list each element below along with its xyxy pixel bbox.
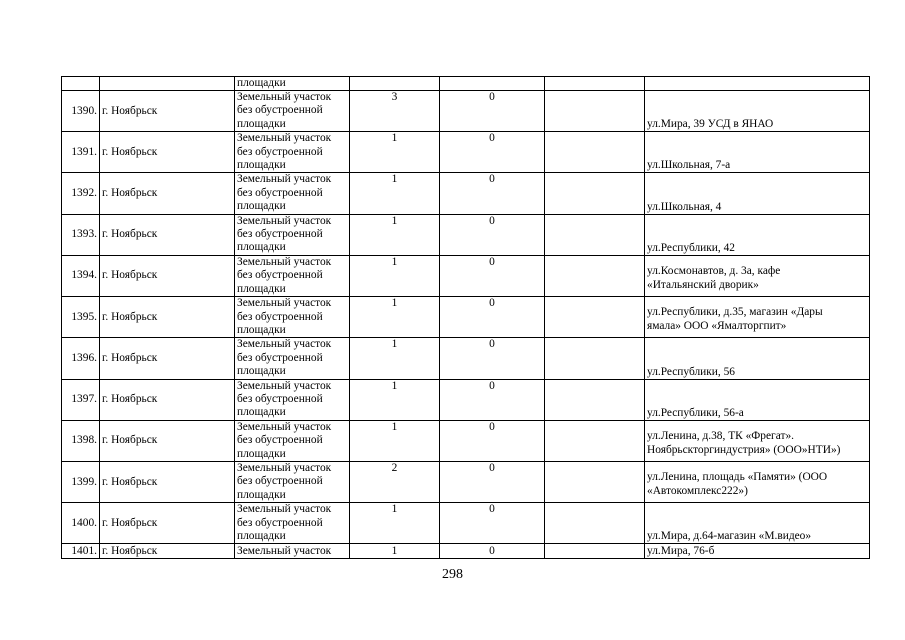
cell-type-line: Земельный участок [237, 214, 332, 227]
cell-type [235, 214, 350, 255]
cell-blank [545, 544, 645, 559]
cell-count: 2 [350, 461, 440, 502]
cell-count: 1 [350, 544, 440, 559]
cell-type-line: без обустроенной [237, 228, 323, 241]
cell-type-line: без обустроенной [237, 434, 323, 447]
cell-type-line: площадки [237, 200, 286, 213]
table-row-partial [62, 544, 870, 559]
cell-city: г. Ноябрьск [100, 461, 235, 502]
cell-address-line: ул.Мира, д.64-магазин «М.видео» [647, 530, 812, 543]
cell-type [235, 132, 350, 173]
cell-city: г. Ноябрьск [100, 503, 235, 544]
cell-count: 1 [350, 503, 440, 544]
cell-type [235, 379, 350, 420]
table-row [62, 132, 870, 173]
cell-num: 1401. [62, 544, 100, 559]
cell-zero: 0 [440, 503, 545, 544]
table-row [62, 461, 870, 502]
page-number: 298 [442, 567, 463, 582]
cell-num: 1397. [62, 379, 100, 420]
cell-address [645, 297, 870, 338]
cell-address [645, 214, 870, 255]
cell-city: г. Ноябрьск [100, 214, 235, 255]
cell-type-line: без обустроенной [237, 351, 323, 364]
cell-address-line: ул.Школьная, 7-а [647, 159, 731, 172]
cell-city: г. Ноябрьск [100, 420, 235, 461]
cell-count: 1 [350, 379, 440, 420]
cell-type: Земельный участок [235, 544, 350, 559]
cell-address [645, 77, 870, 91]
cell-num [62, 77, 100, 91]
cell-num: 1390. [62, 91, 100, 132]
cell-address-line: ул.Республики, 42 [647, 241, 735, 254]
cell-type-line: площадки [237, 282, 286, 295]
cell-address [645, 338, 870, 379]
cell-zero: 0 [440, 91, 545, 132]
cell-type-line: без обустроенной [237, 310, 323, 323]
cell-num: 1395. [62, 297, 100, 338]
cell-type-line: Земельный участок [237, 420, 332, 433]
cell-zero: 0 [440, 214, 545, 255]
cell-address-line: ул.Ленина, площадь «Памяти» (ООО [647, 471, 828, 484]
cell-type-line: без обустроенной [237, 269, 323, 282]
cell-type: площадки [235, 77, 350, 91]
cell-blank [545, 297, 645, 338]
cell-zero: 0 [440, 173, 545, 214]
cell-type-line: площадки [237, 159, 286, 172]
cell-address [645, 173, 870, 214]
cell-type-line: без обустроенной [237, 392, 323, 405]
cell-address [645, 461, 870, 502]
table-row [62, 91, 870, 132]
cell-city: г. Ноябрьск [100, 338, 235, 379]
cell-blank [545, 214, 645, 255]
cell-type-line: Земельный участок [237, 461, 332, 474]
cell-address-line: ул.Республики, д.35, магазин «Дары [647, 306, 823, 319]
document-sheet [61, 76, 869, 559]
cell-type [235, 297, 350, 338]
cell-type-line: без обустроенной [237, 104, 323, 117]
table-row [62, 214, 870, 255]
cell-num: 1396. [62, 338, 100, 379]
table-row [62, 255, 870, 296]
cell-type [235, 503, 350, 544]
cell-city: г. Ноябрьск [100, 544, 235, 559]
cell-city: г. Ноябрьск [100, 297, 235, 338]
cell-city: г. Ноябрьск [100, 91, 235, 132]
cell-type-line: площадки [237, 488, 286, 501]
cell-num: 1398. [62, 420, 100, 461]
cell-zero: 0 [440, 255, 545, 296]
cell-type-line: площадки [237, 323, 286, 336]
cell-type-line: площадки [237, 406, 286, 419]
cell-count: 1 [350, 214, 440, 255]
cell-type-line: Земельный участок [237, 379, 332, 392]
cell-address-line: ул.Ленина, д.38, ТК «Фрегат». [647, 429, 794, 442]
cell-count: 1 [350, 338, 440, 379]
cell-city: г. Ноябрьск [100, 255, 235, 296]
register-table-body [62, 77, 870, 559]
cell-zero: 0 [440, 338, 545, 379]
cell-count: 1 [350, 420, 440, 461]
cell-count: 1 [350, 173, 440, 214]
cell-count: 1 [350, 132, 440, 173]
cell-type-line: площадки [237, 241, 286, 254]
cell-type-line: без обустроенной [237, 475, 323, 488]
cell-zero: 0 [440, 544, 545, 559]
cell-city: г. Ноябрьск [100, 132, 235, 173]
cell-type-line: Земельный участок [237, 91, 332, 103]
cell-type-line: Земельный участок [237, 338, 332, 351]
table-row [62, 379, 870, 420]
table-row-continued [62, 77, 870, 91]
cell-blank [545, 173, 645, 214]
cell-zero: 0 [440, 132, 545, 173]
cell-count: 1 [350, 297, 440, 338]
cell-type-line: Земельный участок [237, 255, 332, 268]
cell-blank [545, 503, 645, 544]
cell-blank [545, 91, 645, 132]
cell-city [100, 77, 235, 91]
table-row [62, 503, 870, 544]
register-table [61, 76, 870, 559]
cell-zero [440, 77, 545, 91]
cell-zero: 0 [440, 379, 545, 420]
cell-blank [545, 379, 645, 420]
cell-type-line: без обустроенной [237, 186, 323, 199]
cell-num: 1393. [62, 214, 100, 255]
cell-blank [545, 420, 645, 461]
cell-type [235, 91, 350, 132]
table-row [62, 173, 870, 214]
cell-type-line: площадки [237, 117, 286, 130]
cell-count: 1 [350, 255, 440, 296]
cell-count: 3 [350, 91, 440, 132]
cell-type-line: без обустроенной [237, 516, 323, 529]
cell-num: 1400. [62, 503, 100, 544]
cell-address-line: ул.Республики, 56-а [647, 406, 744, 419]
cell-num: 1394. [62, 255, 100, 296]
cell-address-line: ул.Мира, 39 УСД в ЯНАО [647, 118, 774, 131]
cell-address [645, 420, 870, 461]
cell-blank [545, 132, 645, 173]
cell-type [235, 173, 350, 214]
cell-count [350, 77, 440, 91]
cell-address [645, 503, 870, 544]
cell-num: 1399. [62, 461, 100, 502]
cell-blank [545, 338, 645, 379]
cell-type-line: Земельный участок [237, 132, 332, 145]
cell-address: ул.Мира, 76-б [645, 544, 870, 559]
cell-type-line: площадки [237, 447, 286, 460]
cell-city: г. Ноябрьск [100, 379, 235, 420]
cell-address-line: ул.Республики, 56 [647, 365, 735, 378]
cell-type-line: без обустроенной [237, 145, 323, 158]
cell-address-line: Ноябрьскторгиндустрия» (ООО»НТИ») [647, 443, 841, 456]
cell-type-line: Земельный участок [237, 173, 332, 186]
table-row [62, 338, 870, 379]
cell-num: 1392. [62, 173, 100, 214]
cell-address-line: «Автокомплекс222») [647, 485, 748, 498]
cell-address [645, 132, 870, 173]
cell-address [645, 91, 870, 132]
cell-address-line: ул.Школьная, 4 [647, 200, 722, 213]
table-row [62, 297, 870, 338]
cell-address [645, 255, 870, 296]
cell-num: 1391. [62, 132, 100, 173]
cell-address-line: ямала» ООО «Ямалторгпит» [647, 320, 787, 333]
cell-address-line: ул.Космонавтов, д. 3а, кафе [647, 264, 781, 277]
cell-zero: 0 [440, 297, 545, 338]
cell-type-line: Земельный участок [237, 297, 332, 310]
cell-address-line: «Итальянский дворик» [647, 278, 759, 291]
cell-address [645, 379, 870, 420]
cell-zero: 0 [440, 461, 545, 502]
cell-type [235, 338, 350, 379]
cell-blank [545, 255, 645, 296]
cell-type-line: площадки [237, 530, 286, 542]
table-row [62, 420, 870, 461]
cell-blank [545, 461, 645, 502]
cell-type [235, 255, 350, 296]
cell-type-line: площадки [237, 365, 286, 378]
cell-zero: 0 [440, 420, 545, 461]
cell-type [235, 420, 350, 461]
cell-type [235, 461, 350, 502]
cell-blank [545, 77, 645, 91]
cell-type-line: Земельный участок [237, 503, 332, 516]
cell-city: г. Ноябрьск [100, 173, 235, 214]
